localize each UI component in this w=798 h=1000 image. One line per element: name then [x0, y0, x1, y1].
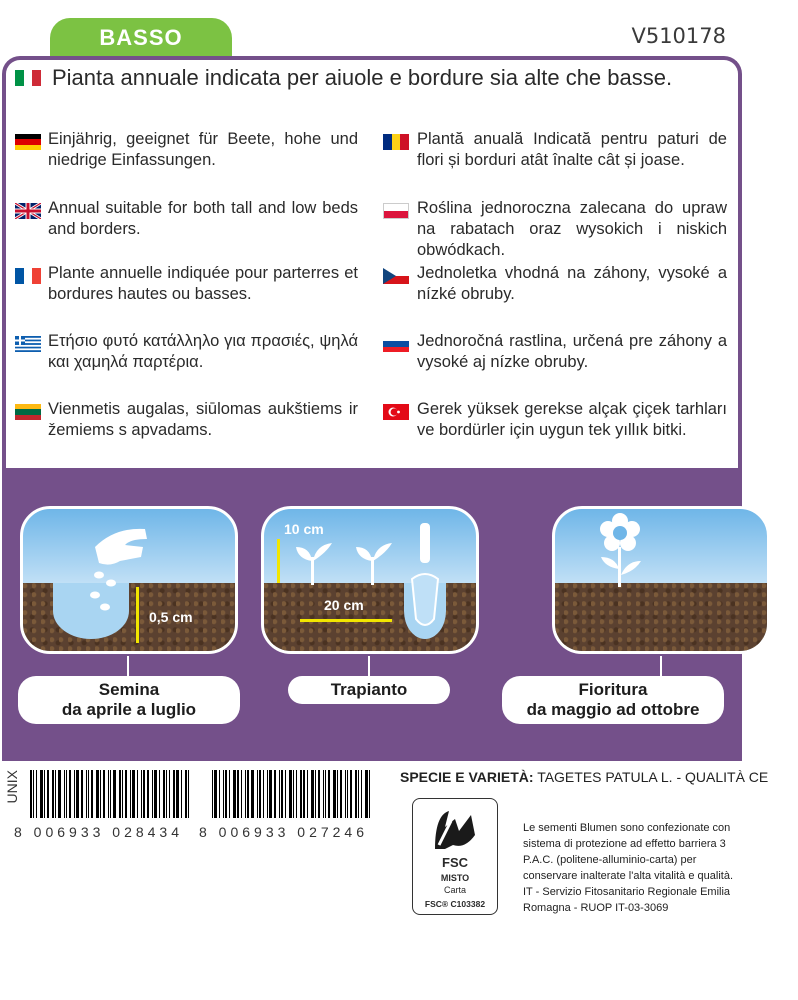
- description-ro: Plantă anuală Indicată pentru paturi de flori și borduri atât înalte cât și joase.: [417, 130, 727, 169]
- barcode-bar: [185, 770, 187, 818]
- barcode-bar: [119, 770, 121, 818]
- barcode-bar: [247, 770, 249, 818]
- barcode-bar: [241, 770, 242, 818]
- barcode-bar: [40, 770, 43, 818]
- italy-flag-icon: [15, 70, 41, 86]
- barcode-bar: [110, 770, 111, 818]
- barcode-bar: [147, 770, 149, 818]
- barcode-1: [30, 770, 191, 818]
- barcode-bar: [154, 770, 157, 818]
- description-it: Pianta annuale indicata per aiuole e bordure sia alte che basse.: [52, 65, 673, 90]
- transplant-height: 10 cm: [284, 521, 324, 537]
- flowering-label-title: Fioritura: [578, 680, 648, 699]
- sowing-panel: [20, 506, 238, 654]
- barcode-bar: [141, 770, 142, 818]
- barcode-bar: [337, 770, 338, 818]
- description-lt: Vienmetis augalas, siūlomas aukštiems ir žemiems s apvadams.: [48, 400, 358, 439]
- barcode-bar: [88, 770, 89, 818]
- barcode-bar: [36, 770, 37, 818]
- seedlings-icon: [294, 539, 414, 585]
- barcode-bar: [30, 770, 32, 818]
- barcode-bar: [229, 770, 230, 818]
- czech-flag-icon: [383, 268, 409, 284]
- transplant-spacing: 20 cm: [324, 597, 364, 613]
- barcode-bar: [259, 770, 261, 818]
- packaging-note: Le sementi Blumen sono confezionate con sistema di protezione ad effetto barriera 3 P.A.C. (politene-alluminio-carta) per conservare inalterate l'alta vitalità e qualità. IT - Servizio Fitosanitario Regionale Emilia Romagna - RUOP IT-03-3069: [523, 822, 733, 914]
- barcode-bar: [137, 770, 138, 818]
- barcode-bar: [113, 770, 116, 818]
- barcode-bar: [132, 770, 135, 818]
- barcode-bar: [347, 770, 348, 818]
- barcode-bar: [152, 770, 153, 818]
- barcode-bar: [340, 770, 342, 818]
- connector: [368, 656, 370, 678]
- barcode-bar: [257, 770, 258, 818]
- fsc-logo: [412, 798, 498, 915]
- barcode-bar: [130, 770, 131, 818]
- barcode-bar: [214, 770, 217, 818]
- barcode-2: [212, 770, 372, 818]
- barcode-bar: [285, 770, 286, 818]
- barcode-bar: [293, 770, 294, 818]
- barcode-bar: [267, 770, 268, 818]
- barcode-bar: [281, 770, 283, 818]
- barcode-bar: [125, 770, 127, 818]
- barcode-bar: [269, 770, 272, 818]
- barcode-bar: [91, 770, 93, 818]
- description-sk: Jednoročná rastlina, určená pre záhony a vysoké aj nízke obruby.: [417, 332, 727, 371]
- france-flag-icon: [15, 268, 41, 284]
- barcode-bar: [69, 770, 71, 818]
- barcode-bar: [311, 770, 314, 818]
- fsc-tree-icon: [425, 805, 485, 853]
- description-tr: Gerek yüksek gerekse alçak çiçek tarhları ve bordürler için uygun tek yıllık bitki.: [417, 400, 727, 439]
- barcode-bar: [76, 770, 79, 818]
- barcode-bar: [159, 770, 160, 818]
- barcode-bar: [169, 770, 170, 818]
- barcode-bar: [58, 770, 61, 818]
- sowing-label-title: Semina: [98, 680, 160, 699]
- barcode-bar: [345, 770, 346, 818]
- barcode-bar: [365, 770, 368, 818]
- flowering-label-period: da maggio ad ottobre: [526, 700, 700, 719]
- barcode-bar: [274, 770, 276, 818]
- barcode-bar: [300, 770, 302, 818]
- variety-tab: [50, 18, 232, 58]
- variety-tab-label: BASSO: [99, 25, 183, 50]
- barcode-bar: [289, 770, 292, 818]
- turkey-flag-icon: [383, 404, 409, 420]
- barcode-bar: [81, 770, 83, 818]
- barcode-bar: [303, 770, 305, 818]
- barcode-bar: [143, 770, 145, 818]
- barcode-bar: [181, 770, 182, 818]
- barcode-bar: [64, 770, 65, 818]
- barcode-bar: [307, 770, 308, 818]
- barcode-bar: [176, 770, 179, 818]
- fsc-paper: Carta: [443, 885, 466, 895]
- barcode-bar: [358, 770, 359, 818]
- barcode-bar: [166, 770, 167, 818]
- connector: [660, 656, 662, 678]
- soil: [555, 583, 767, 651]
- barcode-bar: [66, 770, 67, 818]
- barcode-bar: [279, 770, 280, 818]
- barcode-bar: [74, 770, 75, 818]
- species-label: SPECIE E VARIETÀ:: [400, 769, 534, 785]
- fsc-code: FSC® C103382: [424, 899, 486, 909]
- greece-flag-icon: [15, 336, 41, 352]
- description-fr: Plante annuelle indiquée pour parterres et bordures hautes ou basses.: [48, 264, 358, 303]
- barcode-bar: [325, 770, 326, 818]
- barcode-bar: [263, 770, 264, 818]
- barcode-bar: [100, 770, 101, 818]
- lithuania-flag-icon: [15, 404, 41, 420]
- species-line: [400, 769, 768, 785]
- description-de: Einjährig, geeignet für Beete, hohe und niedrige Einfassungen.: [48, 130, 358, 169]
- barcode-bar: [355, 770, 357, 818]
- barcode-bar: [333, 770, 336, 818]
- species-value: TAGETES PATULA L. - QUALITÀ CE: [537, 769, 769, 785]
- sowing-depth: 0,5 cm: [149, 609, 193, 625]
- barcode-bar: [55, 770, 56, 818]
- barcode-bar: [251, 770, 254, 818]
- height-arrow: [277, 539, 280, 583]
- barcode-bar: [163, 770, 165, 818]
- barcode-bar: [318, 770, 320, 818]
- depth-arrow: [136, 587, 139, 643]
- fsc-mix: MISTO: [440, 873, 470, 883]
- flowering-panel: [552, 506, 770, 654]
- barcode-bar: [96, 770, 99, 818]
- barcode-bar: [103, 770, 105, 818]
- spacing-arrow: [300, 619, 392, 622]
- connector: [127, 656, 129, 678]
- germany-flag-icon: [15, 134, 41, 150]
- barcode-bar: [350, 770, 352, 818]
- barcode-bar: [328, 770, 330, 818]
- transplant-panel: [261, 506, 479, 654]
- barcode-bar: [219, 770, 220, 818]
- barcode-bar: [212, 770, 213, 818]
- description-cs: Jednoletka vhodná na záhony, vysoké a nízké obruby.: [417, 264, 727, 303]
- slovakia-flag-icon: [383, 336, 409, 352]
- barcode-bar: [223, 770, 224, 818]
- barcode-bar: [52, 770, 54, 818]
- barcode-bar: [323, 770, 324, 818]
- trowel-icon: [404, 519, 448, 639]
- barcode-bar: [44, 770, 45, 818]
- barcode-1-number: 8 006933 028434: [14, 824, 183, 840]
- fsc-brand: FSC: [442, 855, 468, 870]
- description-el: Ετήσιο φυτό κατάλληλο για πρασιές, ψηλά και χαμηλά παρτέρια.: [48, 332, 358, 371]
- romania-flag-icon: [383, 134, 409, 150]
- product-code: V510178: [631, 24, 726, 48]
- barcode-bar: [47, 770, 49, 818]
- flowering-label: [502, 676, 724, 724]
- barcode-bar: [188, 770, 189, 818]
- barcode-bar: [225, 770, 227, 818]
- flower-icon: [585, 513, 655, 587]
- barcode-bar: [361, 770, 362, 818]
- barcode-bar: [369, 770, 370, 818]
- description-pl: Roślina jednoroczna zalecana do upraw na rabatach oraz wysokich i niskich obwódkach.: [417, 199, 727, 259]
- hand-seeds-icon: [75, 517, 155, 617]
- uk-flag-icon: [15, 203, 41, 219]
- sowing-label: [18, 676, 240, 724]
- barcode-bar: [173, 770, 175, 818]
- barcode-bar: [237, 770, 239, 818]
- barcode-bar: [315, 770, 316, 818]
- barcode-bar: [33, 770, 34, 818]
- barcode-bar: [233, 770, 236, 818]
- barcode-2-number: 8 006933 027246: [199, 824, 368, 840]
- barcode-bar: [296, 770, 297, 818]
- barcode-bar: [108, 770, 109, 818]
- description-en: Annual suitable for both tall and low beds and borders.: [48, 199, 358, 238]
- unix-label: UNIX: [4, 770, 20, 804]
- transplant-label: Trapianto: [288, 676, 450, 704]
- sowing-label-period: da aprile a luglio: [61, 700, 197, 719]
- barcode-bar: [122, 770, 123, 818]
- barcode-bar: [86, 770, 87, 818]
- barcode-bar: [245, 770, 246, 818]
- poland-flag-icon: [383, 203, 409, 219]
